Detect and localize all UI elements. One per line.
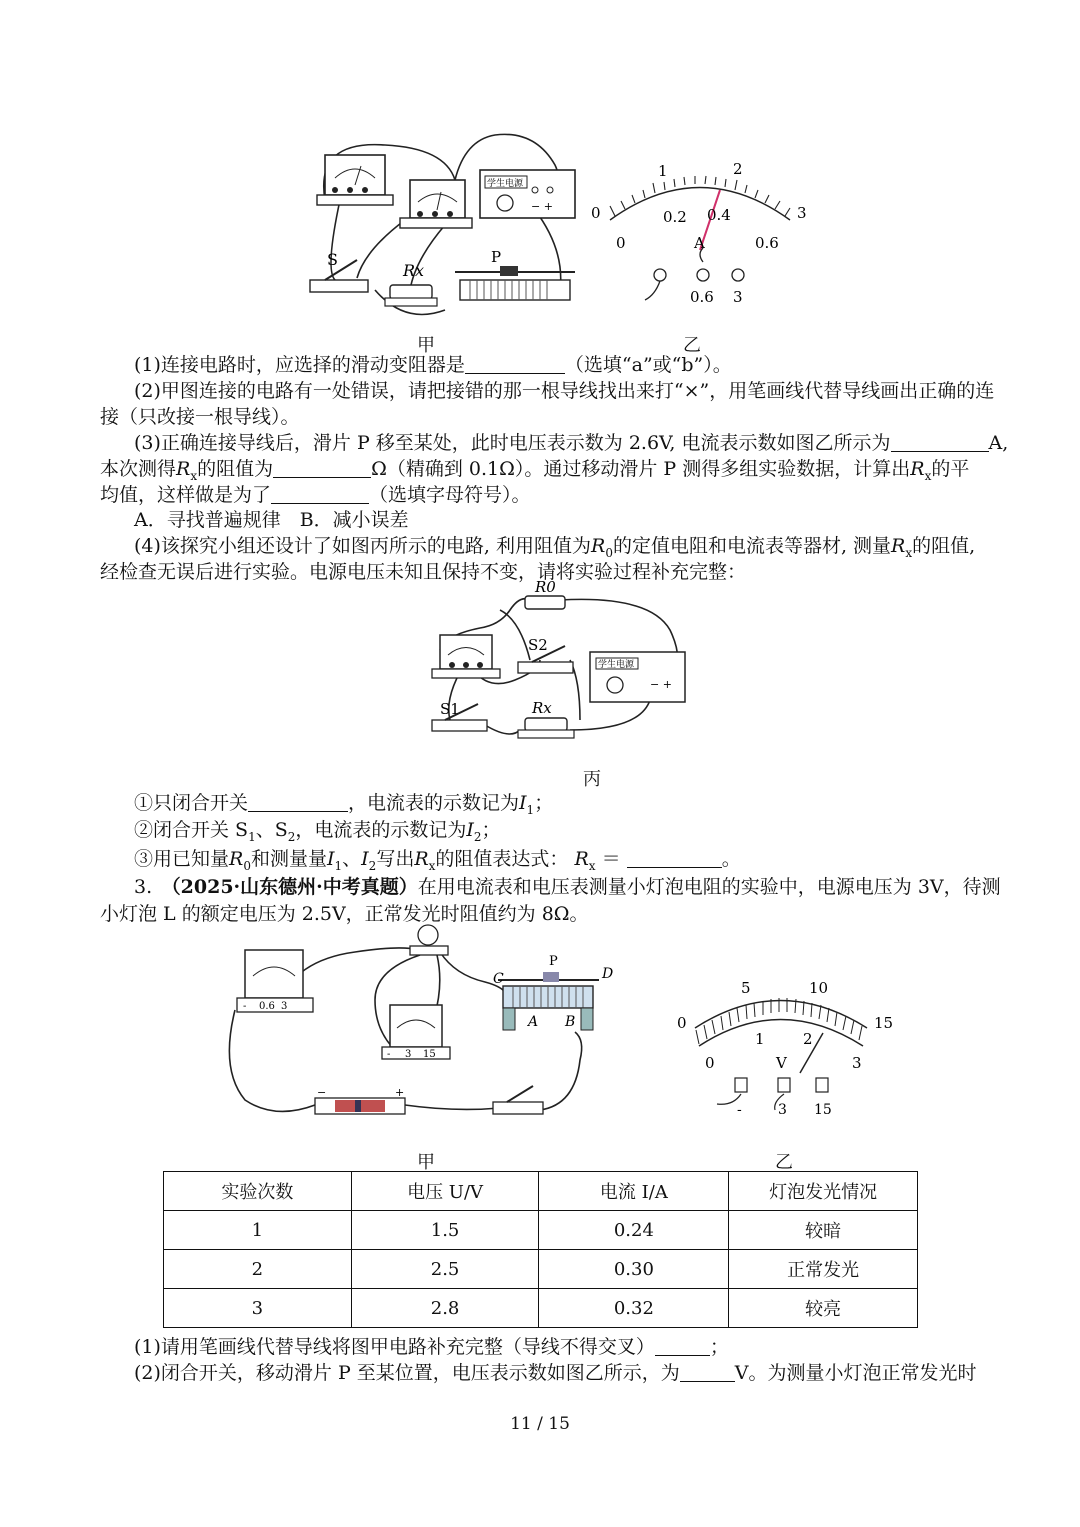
question-3-line2: 本次测得$R_x$的阻值为 Ω（精确到 0.1Ω）。通过移动滑片 P 测得多组实验数据，计算出$R_x$的平 xyxy=(100,458,970,483)
cell: 1 xyxy=(164,1211,352,1250)
circuit-diagram-lamp xyxy=(215,920,635,1120)
ammeter-term-06: 0.6 xyxy=(259,1001,275,1012)
meter-mid-0: 0 xyxy=(591,204,601,222)
switch-icon xyxy=(310,280,368,292)
meter-low-06: 0.6 xyxy=(755,234,779,252)
answer-blank[interactable] xyxy=(680,1363,735,1382)
meter-mid-3: 3 xyxy=(797,204,807,222)
answer-blank[interactable] xyxy=(273,459,371,478)
ammeter-term-neg: - xyxy=(243,1001,247,1012)
cell: 0.32 xyxy=(539,1289,729,1328)
step-1: ①只闭合开关 ，电流表的示数记为$I_1$； xyxy=(134,792,554,817)
meter-top-1: 1 xyxy=(658,162,668,180)
svg-text:−: − xyxy=(317,1086,327,1099)
cell: 0.30 xyxy=(539,1250,729,1289)
question-2-line2: 接（只改接一根导线）。 xyxy=(100,406,300,428)
question-1: (1)连接电路时，应选择的滑动变阻器是 （选填“a”或“b”）。 xyxy=(134,354,732,376)
meter-unit: A xyxy=(694,234,705,252)
r0-label: R0 xyxy=(535,580,556,596)
question-3-options: A．寻找普遍规律 B．减小误差 xyxy=(134,509,409,531)
meter-mid-15: 15 xyxy=(874,1014,894,1032)
switch-s2-icon xyxy=(518,662,573,673)
part-2: (2)闭合开关，移动滑片 P 至某位置，电压表示数如图乙所示，为 V。为测量小灯泡正常发光时 xyxy=(134,1362,977,1384)
caption-yi: 乙 xyxy=(683,335,701,356)
meter-mid-1: 1 xyxy=(755,1030,765,1048)
terminal-15: 15 xyxy=(814,1102,832,1118)
terminal-neg: - xyxy=(737,1102,742,1118)
header-voltage: 电压 U/V xyxy=(351,1172,539,1211)
ammeter-term-3: 3 xyxy=(281,1001,288,1012)
caption-jia: 甲 xyxy=(417,335,435,356)
answer-blank[interactable] xyxy=(891,433,989,452)
voltmeter-dial-yi xyxy=(675,978,900,1123)
answer-blank[interactable] xyxy=(248,793,348,812)
terminal-06: 0.6 xyxy=(690,288,714,306)
answer-blank[interactable] xyxy=(627,849,722,868)
table-row xyxy=(164,1211,918,1250)
voltmeter-icon xyxy=(390,1005,442,1047)
meter-mid-02: 0.2 xyxy=(663,208,687,226)
answer-blank[interactable] xyxy=(465,355,565,374)
header-current: 电流 I/A xyxy=(539,1172,729,1211)
data-table xyxy=(163,1171,918,1328)
resistor-rx-icon xyxy=(525,718,567,731)
meter-low-0: 0 xyxy=(705,1054,715,1072)
power-label: 学生电源 xyxy=(487,179,524,189)
step-3: ③用已知量$R_0$和测量量$I_1$、$I_2$写出$R_x$的阻值表达式： $R_x$ ＝ 。 xyxy=(134,848,741,873)
meter-mid-0: 0 xyxy=(677,1014,687,1032)
meter-top-10: 10 xyxy=(809,979,829,997)
resistor-rx-icon xyxy=(390,285,432,299)
ammeter-icon xyxy=(245,950,303,998)
label-c: C xyxy=(493,971,504,987)
cell: 正常发光 xyxy=(729,1250,918,1289)
cell: 较亮 xyxy=(729,1289,918,1328)
caption-yi-2: 乙 xyxy=(775,1152,793,1173)
rx-label-2: Rx xyxy=(532,699,552,717)
cell: 较暗 xyxy=(729,1211,918,1250)
page-number: 11 / 15 xyxy=(510,1414,570,1434)
slider-label: P xyxy=(491,248,502,266)
cell: 2 xyxy=(164,1250,352,1289)
table-row xyxy=(164,1289,918,1328)
meter-low-3: 3 xyxy=(852,1054,862,1072)
answer-blank[interactable] xyxy=(271,485,369,504)
label-p: P xyxy=(549,954,558,969)
caption-bing: 丙 xyxy=(583,769,601,790)
cell: 2.8 xyxy=(351,1289,539,1328)
header-brightness: 灯泡发光情况 xyxy=(729,1172,918,1211)
switch-icon xyxy=(493,1102,543,1114)
switch-s1-icon xyxy=(432,720,487,731)
terminal-3: 3 xyxy=(733,288,743,306)
meter-top-5: 5 xyxy=(741,979,751,997)
question-4-line2: 经检查无误后进行实验。电源电压未知且保持不变，请将实验过程补充完整： xyxy=(100,561,747,583)
resistor-r0-icon xyxy=(525,596,565,609)
cell: 3 xyxy=(164,1289,352,1328)
question-3-line1: (3)正确连接导线后，滑片 P 移至某处，此时电压表示数为 2.6V, 电流表示数如图乙所示为 A, xyxy=(134,432,1009,454)
svg-text:+: + xyxy=(395,1086,405,1099)
meter-top-2: 2 xyxy=(733,160,743,178)
question-4-line1: (4)该探究小组还设计了如图丙所示的电路, 利用阻值为$R_0$的定值电阻和电流表等器材, 测量$R_x$的阻值, xyxy=(134,535,976,560)
voltmeter-term-15: 15 xyxy=(423,1049,436,1060)
question-2-line1: (2)甲图连接的电路有一处错误，请把接错的那一根导线找出来打“×”，用笔画线代替导线画出正确的连 xyxy=(134,380,995,402)
problem-3-header-2: 小灯泡 L 的额定电压为 2.5V，正常发光时阻值约为 8Ω。 xyxy=(100,903,589,925)
label-b: B xyxy=(565,1014,576,1030)
table-row xyxy=(164,1250,918,1289)
cell: 0.24 xyxy=(539,1211,729,1250)
ammeter-dial-yi xyxy=(585,150,820,315)
power-label-2: 学生电源 xyxy=(598,660,635,670)
voltmeter-term-neg: - xyxy=(387,1049,391,1060)
meter-mid-2: 2 xyxy=(803,1030,813,1048)
meter-low-0: 0 xyxy=(616,234,626,252)
lamp-icon xyxy=(418,925,438,945)
label-d: D xyxy=(602,966,614,982)
voltmeter-term-3: 3 xyxy=(405,1049,412,1060)
rx-label: Rx xyxy=(403,261,425,280)
header-trial: 实验次数 xyxy=(164,1172,352,1211)
circuit-diagram-bing xyxy=(420,580,695,750)
svg-text:− +: − + xyxy=(650,678,672,691)
table-header-row xyxy=(164,1172,918,1211)
circuit-diagram-jia xyxy=(295,130,595,330)
part-1: (1)请用笔画线代替导线将图甲电路补充完整（导线不得交叉） ； xyxy=(134,1336,729,1358)
svg-text:− +: − + xyxy=(531,200,553,213)
caption-jia-2: 甲 xyxy=(417,1152,435,1173)
cell: 1.5 xyxy=(351,1211,539,1250)
meter-unit-v: V xyxy=(776,1054,787,1072)
s2-label: S2 xyxy=(528,636,548,654)
step-2: ②闭合开关 $S_1$、$S_2$，电流表的示数记为$I_2$； xyxy=(134,819,501,844)
s1-label: S1 xyxy=(440,700,460,718)
problem-3-header: 3. （2025·山东德州·中考真题）在用电流表和电压表测量小灯泡电阻的实验中，电源电压为 3V，待测 xyxy=(134,876,1001,898)
meter-mid-04: 0.4 xyxy=(707,206,731,224)
switch-label: S xyxy=(327,250,338,269)
answer-blank[interactable] xyxy=(655,1337,710,1356)
question-3-line3: 均值，这样做是为了 （选填字母符号）。 xyxy=(100,484,531,506)
cell: 2.5 xyxy=(351,1250,539,1289)
label-a: A xyxy=(528,1014,539,1030)
terminal-3: 3 xyxy=(778,1102,787,1118)
